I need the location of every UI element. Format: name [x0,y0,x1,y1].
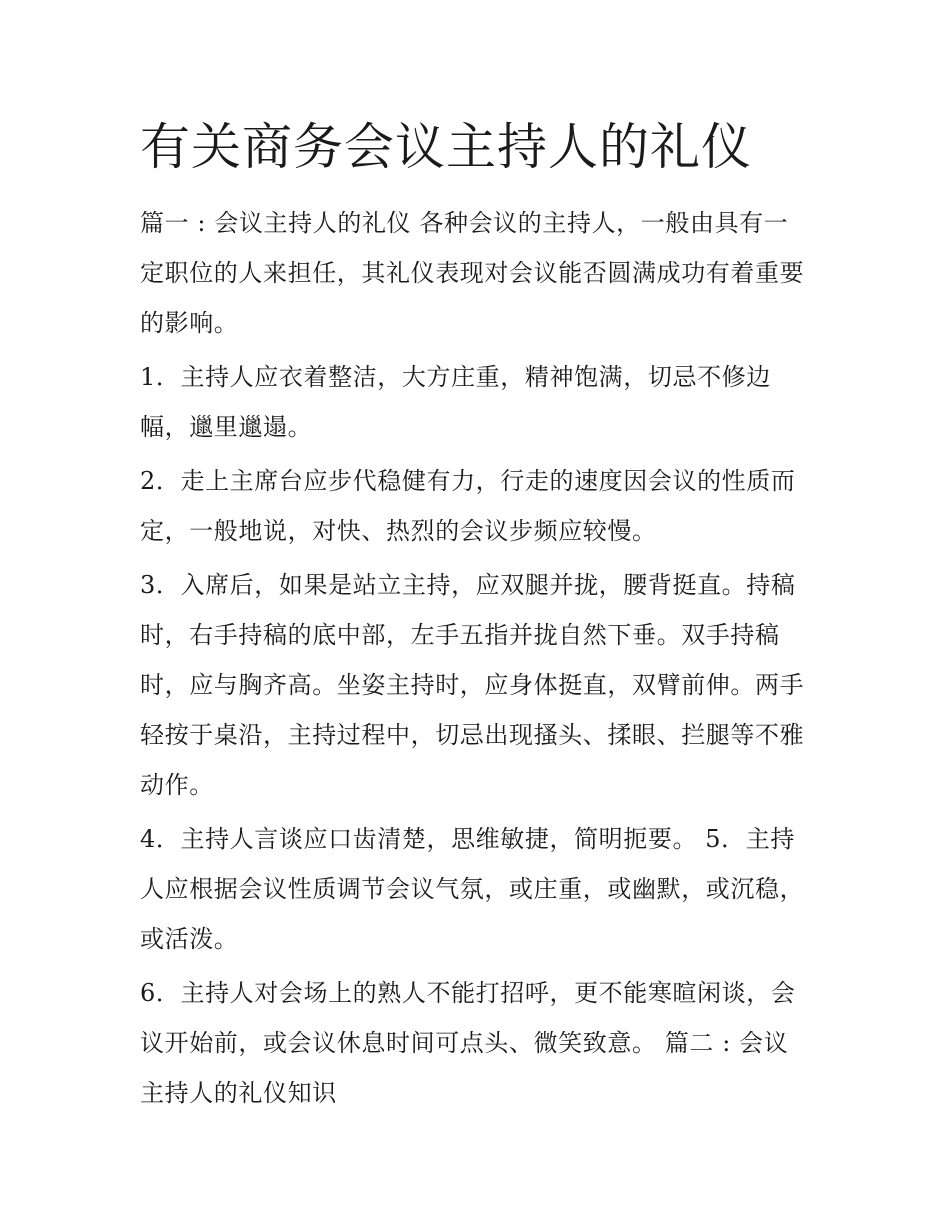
document-body [140,198,820,1122]
paragraph-line: 的影响。 [140,309,239,337]
paragraph-line: 6．主持人对会场上的熟人不能打招呼，更不能寒暄闲谈，会 [140,979,796,1007]
paragraph-line: 幅，邋里邋遢。 [140,413,313,441]
paragraph-line: 动作。 [140,771,214,799]
paragraph-line: 定，一般地说，对快、热烈的会议步频应较慢。 [140,517,657,545]
paragraph-line: 人应根据会议性质调节会议气氛，或庄重，或幽默，或沉稳， [140,875,805,903]
paragraph-line: 1．主持人应衣着整洁，大方庄重，精神饱满，切忌不修边 [140,363,771,391]
paragraph-line: 篇一 : 会议主持人的礼仪 各种会议的主持人，一般由具有一 [140,209,789,237]
paragraph-intro [140,198,820,348]
paragraph-line: 时，应与胸齐高。坐姿主持时，应身体挺直，双臂前伸。两手 [140,671,805,699]
paragraph-line: 3．入席后，如果是站立主持，应双腿并拢，腰背挺直。持稿 [140,571,796,599]
paragraph-line: 或活泼。 [140,925,239,953]
paragraph-item-1 [140,352,820,452]
paragraph-item-6 [140,968,820,1118]
paragraph-line: 轻按于桌沿，主持过程中，切忌出现搔头、揉眼、拦腿等不雅 [140,721,805,749]
paragraph-item-4-5 [140,814,820,964]
paragraph-line: 定职位的人来担任，其礼仪表现对会议能否圆满成功有着重要 [140,259,805,287]
paragraph-item-3 [140,560,820,810]
paragraph-line: 主持人的礼仪知识 [140,1079,337,1107]
paragraph-line: 议开始前，或会议休息时间可点头、微笑致意。 篇二 : 会议 [140,1029,789,1057]
document-title: 有关商务会议主持人的礼仪 [140,118,752,176]
paragraph-line: 4．主持人言谈应口齿清楚，思维敏捷，简明扼要。 5．主持 [140,825,795,853]
paragraph-line: 2．走上主席台应步代稳健有力，行走的速度因会议的性质而 [140,467,796,495]
paragraph-line: 时，右手持稿的底中部，左手五指并拢自然下垂。双手持稿 [140,621,780,649]
paragraph-item-2 [140,456,820,556]
